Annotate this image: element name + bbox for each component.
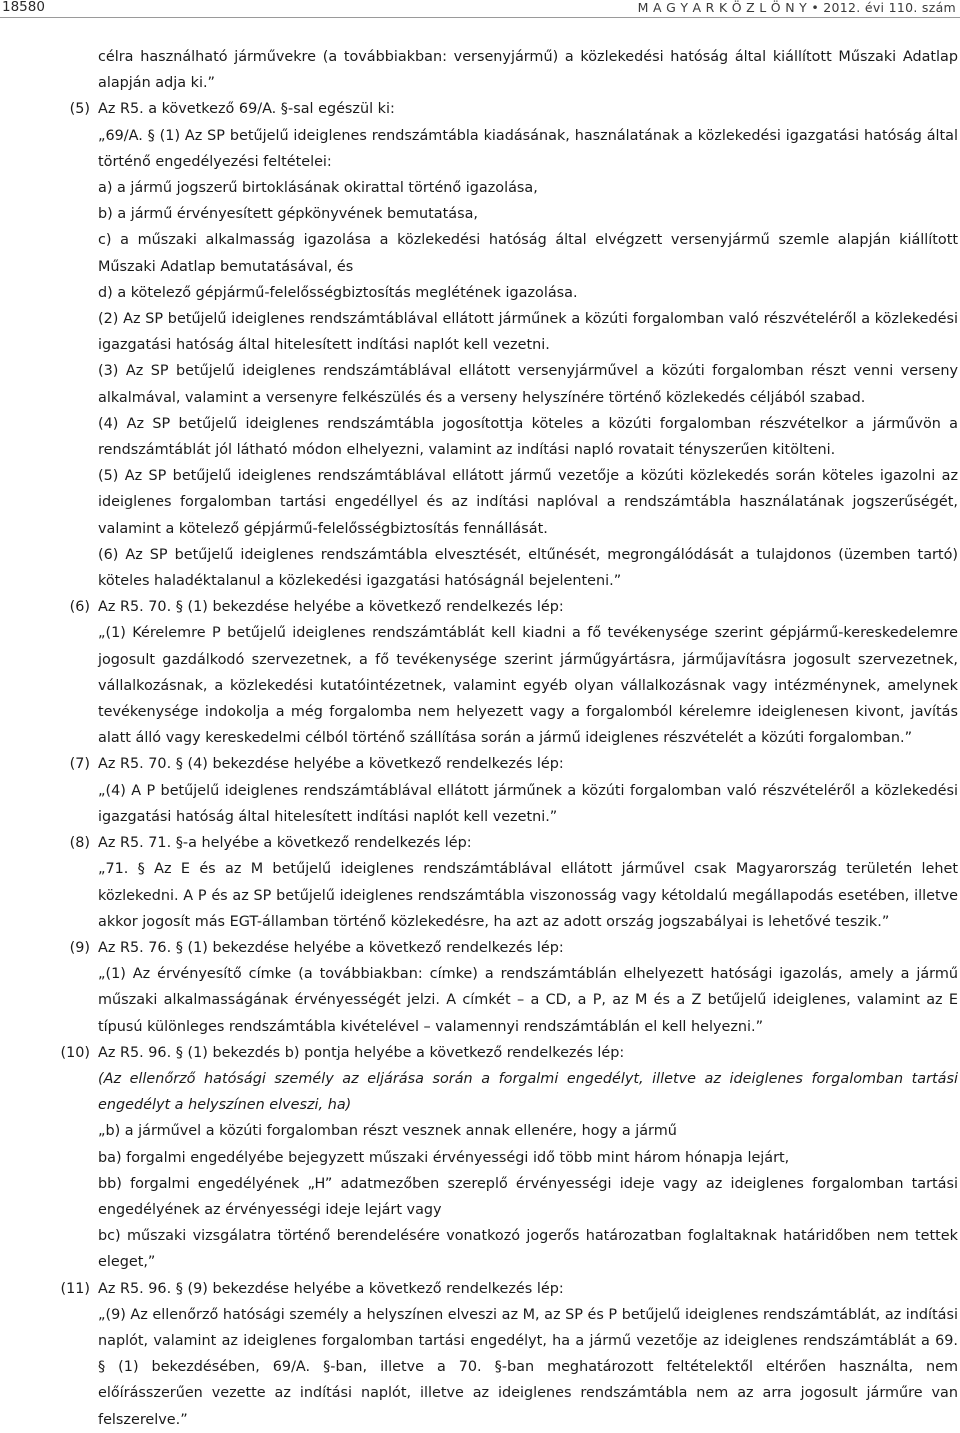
paragraph-text: célra használható járművekre (a továbbiakban: versenyjármű) a közlekedési hatóság által kiállított Műszaki Adatlap alapján adja ki.” bbox=[98, 49, 958, 92]
paragraph-text: (Az ellenőrző hatósági személy az eljárása során a forgalmi engedélyt, illetve az ideiglenes forgalomban tartási engedélyt a helyszínen elveszi, ha) bbox=[98, 1070, 958, 1114]
paragraph bbox=[0, 411, 960, 463]
paragraph bbox=[0, 201, 960, 227]
item-number: (5) bbox=[69, 101, 90, 118]
paragraph-text: Az R5. a következő 69/A. §-sal egészül ki: bbox=[98, 101, 395, 118]
paragraph bbox=[0, 1145, 960, 1171]
paragraph bbox=[0, 44, 960, 96]
paragraph bbox=[0, 961, 960, 1040]
paragraph-text: d) a kötelező gépjármű-felelősségbiztosítás meglétének igazolása. bbox=[98, 284, 578, 301]
paragraph bbox=[0, 96, 960, 122]
paragraph-text: „69/A. § (1) Az SP betűjelű ideiglenes rendszámtábla kiadásának, használatának a közlekedési igazgatási hatóság által történő engedélyezési feltételei: bbox=[98, 127, 958, 170]
paragraph bbox=[0, 778, 960, 830]
paragraph-text: a) a jármű jogszerű birtoklásának okirattal történő igazolása, bbox=[98, 180, 538, 197]
header-rule bbox=[0, 17, 960, 18]
paragraph bbox=[0, 1276, 960, 1302]
paragraph bbox=[0, 123, 960, 175]
paragraph bbox=[0, 1171, 960, 1223]
paragraph-text: „(1) Kérelemre P betűjelű ideiglenes rendszámtáblát kell kiadni a fő tevékenysége szerint gépjármű-kereskedelemre jogosult gazdálkodó szervezetnek, a fő tevékenysége szerint járműgyártásra, járműjavításra jogosult szervezetnek, vállalkozásnak, a közlekedési kutatóintézetnek, valamint egyéb olyan vállalkozásnak vagy intézménynek, amelynek tevékenysége indokolja a még forgalomba nem helyezett vagy a forgalomból kérelemre ideiglenesen kivont, javítás alatt álló vagy kereskedelmi célból történő szállítása során a jármű ideiglenes részvételét a közúti forgalomban.” bbox=[98, 625, 958, 747]
paragraph bbox=[0, 856, 960, 935]
paragraph bbox=[0, 306, 960, 358]
paragraph-text: Az R5. 71. §-a helyébe a következő rendelkezés lép: bbox=[98, 835, 472, 852]
running-title: M A G Y A R K Ö Z L Ö N Y • 2012. évi 110. szám bbox=[637, 0, 956, 15]
paragraph-text: Az R5. 96. § (1) bekezdés b) pontja helyébe a következő rendelkezés lép: bbox=[98, 1044, 625, 1061]
paragraph-text: (4) Az SP betűjelű ideiglenes rendszámtábla jogosítottja köteles a közúti forgalomban részvételkor a járművön a rendszámtáblát jól látható módon elhelyezni, valamint az indítási napló rovatait tényszerűen kitölteni. bbox=[98, 415, 958, 459]
paragraph-text: (3) Az SP betűjelű ideiglenes rendszámtáblával ellátott versenyjárművel a közúti forgalomban részt venni verseny alkalmával, valamint a versenyre felkészülés és a verseny helyszínére történő közlekedés céljából szabad. bbox=[98, 363, 958, 406]
paragraph-text: Az R5. 76. § (1) bekezdése helyébe a következő rendelkezés lép: bbox=[98, 939, 564, 956]
paragraph bbox=[0, 1118, 960, 1144]
paragraph-text: c) a műszaki alkalmasság igazolása a közlekedési hatóság által elvégzett versenyjármű szemle alapján kiállított Műszaki Adatlap bemutatásával, és bbox=[98, 232, 958, 275]
paragraph bbox=[0, 358, 960, 410]
paragraph bbox=[0, 463, 960, 542]
item-number: (8) bbox=[69, 835, 90, 852]
paragraph-text: „b) a járművel a közúti forgalomban részt vesznek annak ellenére, hogy a jármű bbox=[98, 1123, 677, 1140]
paragraph bbox=[0, 1040, 960, 1066]
paragraph bbox=[0, 935, 960, 961]
paragraph bbox=[0, 1223, 960, 1275]
document-body bbox=[0, 44, 960, 1433]
paragraph-italic bbox=[0, 1066, 960, 1118]
item-number: (7) bbox=[69, 756, 90, 773]
item-number: (11) bbox=[60, 1280, 90, 1297]
paragraph bbox=[0, 227, 960, 279]
paragraph bbox=[0, 280, 960, 306]
paragraph bbox=[0, 830, 960, 856]
paragraph-text: Az R5. 70. § (1) bekezdése helyébe a következő rendelkezés lép: bbox=[98, 599, 564, 616]
paragraph bbox=[0, 175, 960, 201]
item-number: (10) bbox=[60, 1044, 90, 1061]
paragraph-text: (6) Az SP betűjelű ideiglenes rendszámtábla elvesztését, eltűnését, megrongálódását a tulajdonos (üzemben tartó) köteles haladéktalanul a közlekedési igazgatási hatóságnál bejelenteni.” bbox=[98, 546, 958, 590]
page-number: 18580 bbox=[2, 0, 45, 15]
paragraph bbox=[0, 542, 960, 594]
paragraph-text: Az R5. 96. § (9) bekezdése helyébe a következő rendelkezés lép: bbox=[98, 1280, 564, 1297]
item-number: (6) bbox=[69, 599, 90, 616]
paragraph bbox=[0, 594, 960, 620]
paragraph-text: Az R5. 70. § (4) bekezdése helyébe a következő rendelkezés lép: bbox=[98, 756, 564, 773]
paragraph-text: (2) Az SP betűjelű ideiglenes rendszámtáblával ellátott járműnek a közúti forgalomban való részvételéről a közlekedési igazgatási hatóság által hitelesített indítási naplót kell vezetni. bbox=[98, 311, 958, 354]
paragraph-text: „(9) Az ellenőrző hatósági személy a helyszínen elveszi az M, az SP és P betűjelű ideiglenes rendszámtáblát, az indítási naplót, valamint az ideiglenes forgalomban tartási engedélyt, ha a jármű vezetője az ideiglenes rendszámtáblát a 69. § (1) bekezdésében, 69/A. §-ban, illetve a 70. §-ban meghatározott feltételektől eltérően használta, nem előírásszerűen vezette az indítási naplót, illetve az ideiglenes rendszámtábla nem az arra jogosult járműre van felszerelve.” bbox=[98, 1306, 958, 1428]
paragraph-text: „71. § Az E és az M betűjelű ideiglenes rendszámtáblával ellátott járművel csak Magyarország területén lehet közlekedni. A P és az SP betűjelű ideiglenes rendszámtábla viszonosság vagy kétoldalú megállapodás esetében, illetve akkor jogosít más EGT-államban történő közlekedésre, ha azt az adott ország jogszabályai is lehetővé teszik.” bbox=[98, 861, 958, 930]
item-number: (9) bbox=[69, 939, 90, 956]
paragraph-text: „(4) A P betűjelű ideiglenes rendszámtáblával ellátott járműnek a közúti forgalomban való részvételéről a közlekedési igazgatási hatóság által hitelesített indítási naplót kell vezetni.” bbox=[98, 782, 958, 825]
paragraph bbox=[0, 751, 960, 777]
paragraph-text: (5) Az SP betűjelű ideiglenes rendszámtáblával ellátott jármű vezetője a közúti közlekedés során köteles igazolni az ideiglenes forgalomban tartási engedéllyel és az indítási naplóval a rendszámtábla használatának jogszerűségét, valamint a kötelező gépjármű-felelősségbiztosítás fennállását. bbox=[98, 468, 958, 537]
paragraph-text: bb) forgalmi engedélyének „H” adatmezőben szereplő érvényességi ideje vagy az ideiglenes forgalomban tartási engedélyének az érvényességi ideje lejárt vagy bbox=[98, 1175, 958, 1218]
paragraph-text: „(1) Az érvényesítő címke (a továbbiakban: címke) a rendszámtáblán elhelyezett hatósági igazolás, amely a jármű műszaki alkalmasságának érvényességét jelzi. A címkét – a CD, a P, az M és a Z betűjelű ideiglenes, valamint az E típusú különleges rendszámtábla kivételével – valamennyi rendszámtáblán el kell helyezni.” bbox=[98, 966, 958, 1035]
paragraph bbox=[0, 620, 960, 751]
paragraph-text: ba) forgalmi engedélyébe bejegyzett műszaki érvényességi idő több mint három hónapja lejárt, bbox=[98, 1149, 790, 1166]
page-header bbox=[0, 0, 960, 16]
paragraph-text: bc) műszaki vizsgálatra történő berendelésére vonatkozó jogerős határozatban foglaltaknak határidőben nem tettek eleget,” bbox=[98, 1228, 958, 1271]
paragraph bbox=[0, 1302, 960, 1433]
paragraph-text: b) a jármű érvényesített gépkönyvének bemutatása, bbox=[98, 206, 478, 223]
